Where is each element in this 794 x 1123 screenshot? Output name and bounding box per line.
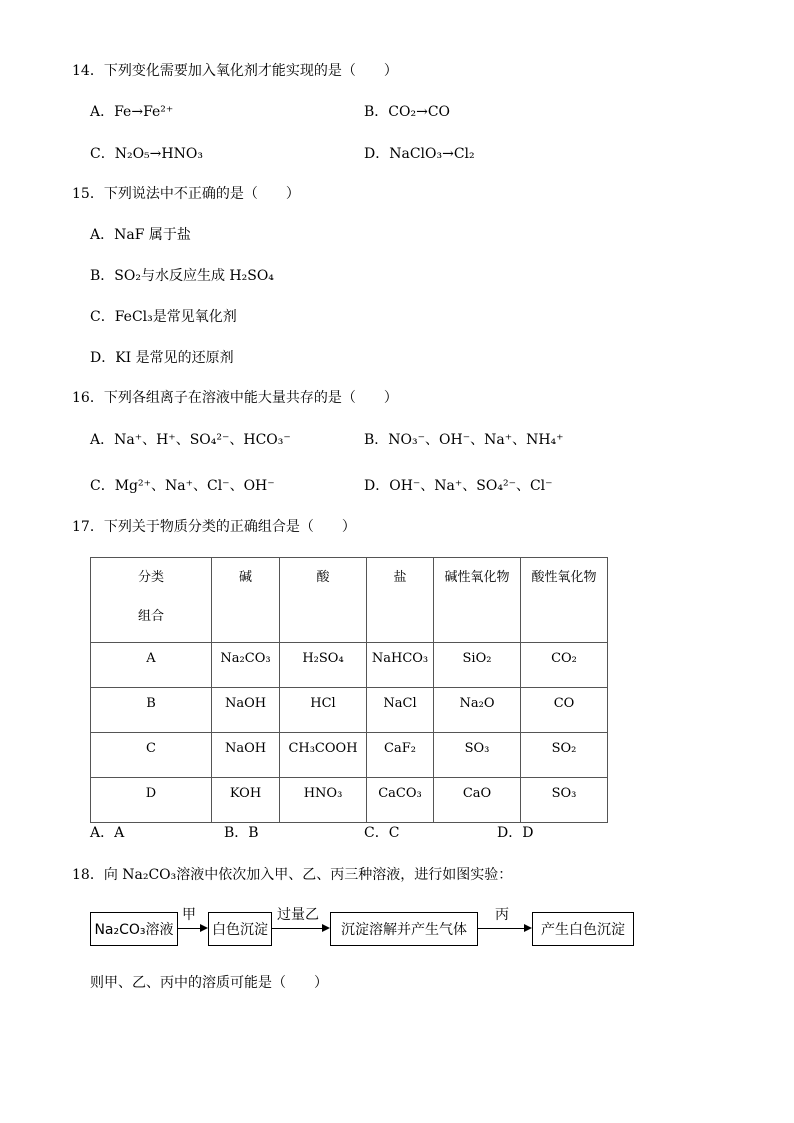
header-acid: 酸	[280, 558, 367, 643]
table-cell: NaOH	[212, 688, 280, 733]
table-cell: CaO	[434, 778, 521, 823]
classification-table	[90, 557, 608, 823]
q17-option-d: D．D	[497, 825, 534, 841]
q14-option-d: D．NaClO₃→Cl₂	[364, 146, 475, 162]
flow-arrowhead-2	[322, 924, 330, 932]
table-row	[91, 733, 608, 778]
q17-stem: 17．下列关于物质分类的正确组合是（ ）	[72, 519, 356, 535]
q14-option-c: C．N₂O₅→HNO₃	[90, 146, 203, 162]
q15-option-d: D．KI 是常见的还原剂	[90, 350, 234, 366]
q15-stem: 15．下列说法中不正确的是（ ）	[72, 186, 300, 202]
header-category: 分类	[137, 570, 164, 585]
table-cell: SO₃	[521, 778, 608, 823]
flow-box-white-precipitate: 白色沉淀	[208, 912, 272, 946]
q15-option-a: A．NaF 属于盐	[90, 227, 191, 243]
flow-arrow-3	[478, 928, 524, 929]
q17-option-b: B．B	[224, 825, 259, 841]
q16-option-c: C．Mg²⁺、Na⁺、Cl⁻、OH⁻	[90, 478, 275, 494]
table-corner-cell	[91, 558, 212, 643]
flow-box-dissolve-gas: 沉淀溶解并产生气体	[330, 912, 478, 946]
q17-option-c: C．C	[364, 825, 400, 841]
table-cell: SO₃	[434, 733, 521, 778]
table-row	[91, 643, 608, 688]
row-label: A	[91, 643, 212, 688]
q14-option-a: A．Fe→Fe²⁺	[90, 104, 174, 120]
table-cell: CaCO₃	[367, 778, 434, 823]
table-row	[91, 778, 608, 823]
table-cell: Na₂O	[434, 688, 521, 733]
row-label: B	[91, 688, 212, 733]
table-cell: KOH	[212, 778, 280, 823]
q16-option-d: D．OH⁻、Na⁺、SO₄²⁻、Cl⁻	[364, 478, 553, 494]
q16-option-b: B．NO₃⁻、OH⁻、Na⁺、NH₄⁺	[364, 432, 564, 448]
q18-question: 则甲、乙、丙中的溶质可能是（ ）	[90, 975, 328, 991]
header-acidic-oxide: 酸性氧化物	[521, 558, 608, 643]
table-cell: CaF₂	[367, 733, 434, 778]
q16-stem: 16．下列各组离子在溶液中能大量共存的是（ ）	[72, 390, 398, 406]
q17-option-a: A．A	[90, 825, 125, 841]
table-cell: CH₃COOH	[280, 733, 367, 778]
table-cell: NaHCO₃	[367, 643, 434, 688]
flow-arrow-2	[272, 928, 322, 929]
header-group: 组合	[137, 609, 164, 624]
header-base: 碱	[212, 558, 280, 643]
table-cell: SiO₂	[434, 643, 521, 688]
q15-option-c: C．FeCl₃是常见氧化剂	[90, 309, 237, 325]
flow-box-na2co3: Na₂CO₃溶液	[90, 912, 178, 946]
table-cell: H₂SO₄	[280, 643, 367, 688]
q16-option-a: A．Na⁺、H⁺、SO₄²⁻、HCO₃⁻	[90, 432, 291, 448]
q14-option-b: B．CO₂→CO	[364, 104, 451, 120]
row-label: C	[91, 733, 212, 778]
flow-label-bing: 丙	[495, 907, 509, 923]
flow-arrowhead-3	[524, 924, 532, 932]
table-cell: NaCl	[367, 688, 434, 733]
q14-stem: 14．下列变化需要加入氧化剂才能实现的是（ ）	[72, 63, 398, 79]
row-label: D	[91, 778, 212, 823]
table-cell: Na₂CO₃	[212, 643, 280, 688]
flow-box-produce-precipitate: 产生白色沉淀	[532, 912, 634, 946]
q15-option-b: B．SO₂与水反应生成 H₂SO₄	[90, 268, 274, 284]
table-cell: CO₂	[521, 643, 608, 688]
flow-label-excess-yi: 过量乙	[277, 907, 319, 923]
table-cell: CO	[521, 688, 608, 733]
flow-label-jia: 甲	[182, 907, 196, 923]
table-row	[91, 688, 608, 733]
flow-arrowhead-1	[200, 924, 208, 932]
table-cell: HCl	[280, 688, 367, 733]
table-cell: HNO₃	[280, 778, 367, 823]
table-cell: NaOH	[212, 733, 280, 778]
flow-arrow-1	[178, 928, 200, 929]
header-salt: 盐	[367, 558, 434, 643]
table-cell: SO₂	[521, 733, 608, 778]
header-basic-oxide: 碱性氧化物	[434, 558, 521, 643]
q18-stem: 18．向 Na₂CO₃溶液中依次加入甲、乙、丙三种溶液，进行如图实验：	[72, 867, 513, 883]
